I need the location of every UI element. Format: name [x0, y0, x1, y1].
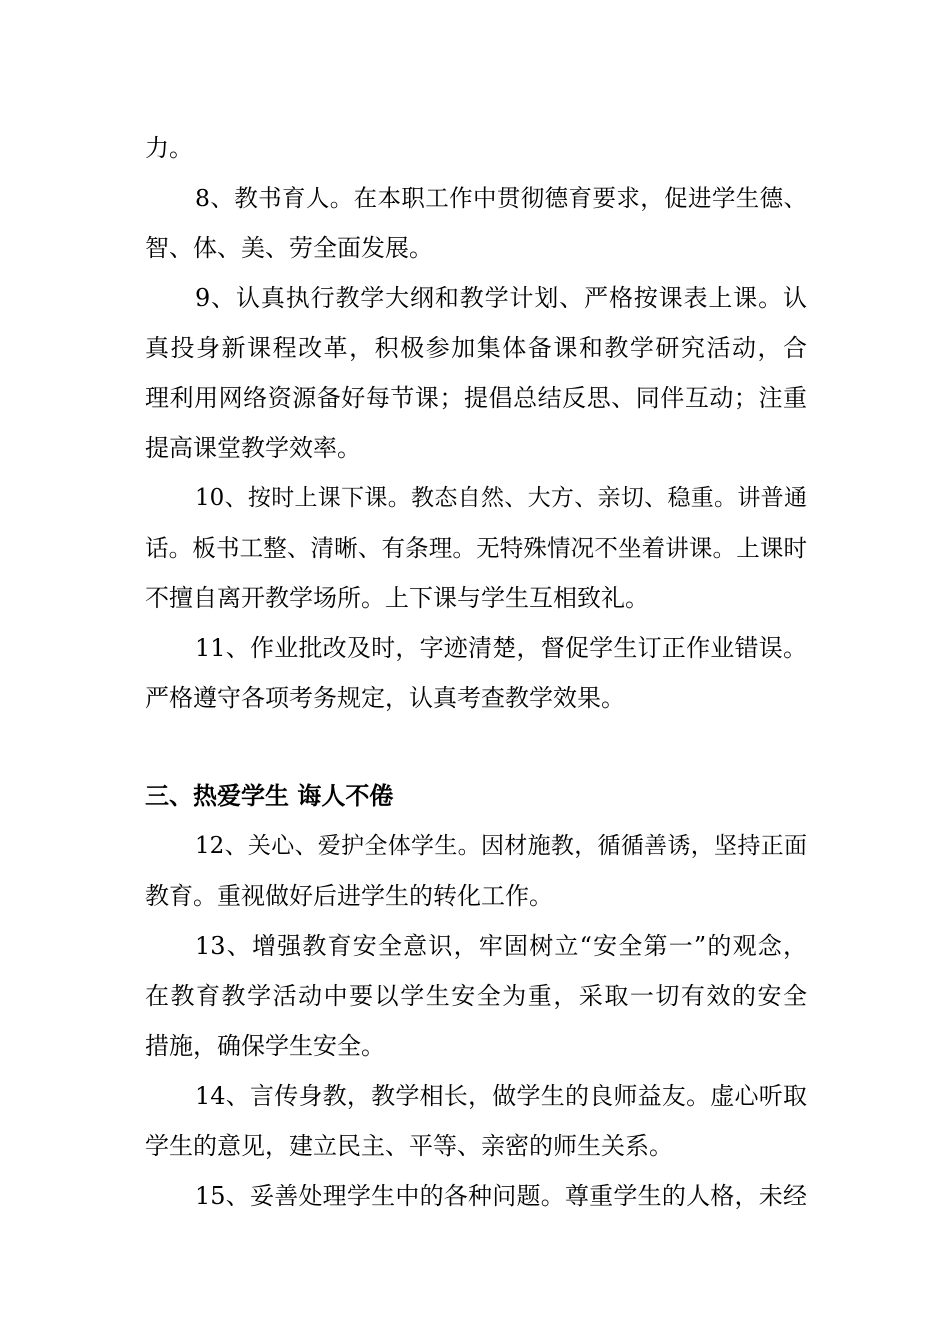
paragraph-9-line-4: 提高课堂教学效率。	[145, 434, 361, 462]
paragraph-10-line-3: 不擅自离开教学场所。上下课与学生互相致礼。	[145, 584, 649, 612]
paragraph-11-line-1: 11、作业批改及时，字迹清楚，督促学生订正作业错误。	[195, 634, 807, 662]
paragraph-15-line-1: 15、妥善处理学生中的各种问题。尊重学生的人格，未经	[195, 1182, 807, 1210]
paragraph-12-line-1: 12、关心、爱护全体学生。因材施教，循循善诱，坚持正面	[195, 833, 807, 859]
paragraph-8-line-2: 智、体、美、劳全面发展。	[145, 234, 433, 262]
paragraph-11-line-2: 严格遵守各项考务规定，认真考查教学效果。	[145, 684, 625, 712]
paragraph-9-line-2: 真投身新课程改革，积极参加集体备课和教学研究活动，合	[145, 334, 807, 362]
paragraph-14-line-2: 学生的意见，建立民主、平等、亲密的师生关系。	[145, 1132, 673, 1160]
paragraph-10-line-1: 10、按时上课下课。教态自然、大方、亲切、稳重。讲普通	[195, 485, 807, 511]
paragraph-7-continuation: 力。	[145, 134, 193, 162]
paragraph-13-line-3: 措施，确保学生安全。	[145, 1032, 385, 1060]
paragraph-13-line-2: 在教育教学活动中要以学生安全为重，采取一切有效的安全	[145, 982, 807, 1010]
paragraph-10-line-2: 话。板书工整、清晰、有条理。无特殊情况不坐着讲课。上课时	[145, 534, 807, 562]
paragraph-8-line-1: 8、教书育人。在本职工作中贯彻德育要求，促进学生德、	[195, 184, 807, 212]
section-3-heading: 三、热爱学生 诲人不倦	[145, 781, 394, 810]
paragraph-13-line-1: 13、增强教育安全意识，牢固树立“安全第一”的观念，	[195, 932, 807, 960]
paragraph-9-line-1: 9、认真执行教学大纲和教学计划、严格按课表上课。认	[195, 284, 807, 312]
paragraph-14-line-1: 14、言传身教，教学相长，做学生的良师益友。虚心听取	[195, 1082, 807, 1110]
paragraph-12-line-2: 教育。重视做好后进学生的转化工作。	[145, 882, 553, 910]
paragraph-9-line-3: 理利用网络资源备好每节课；提倡总结反思、同伴互动；注重	[145, 384, 807, 412]
